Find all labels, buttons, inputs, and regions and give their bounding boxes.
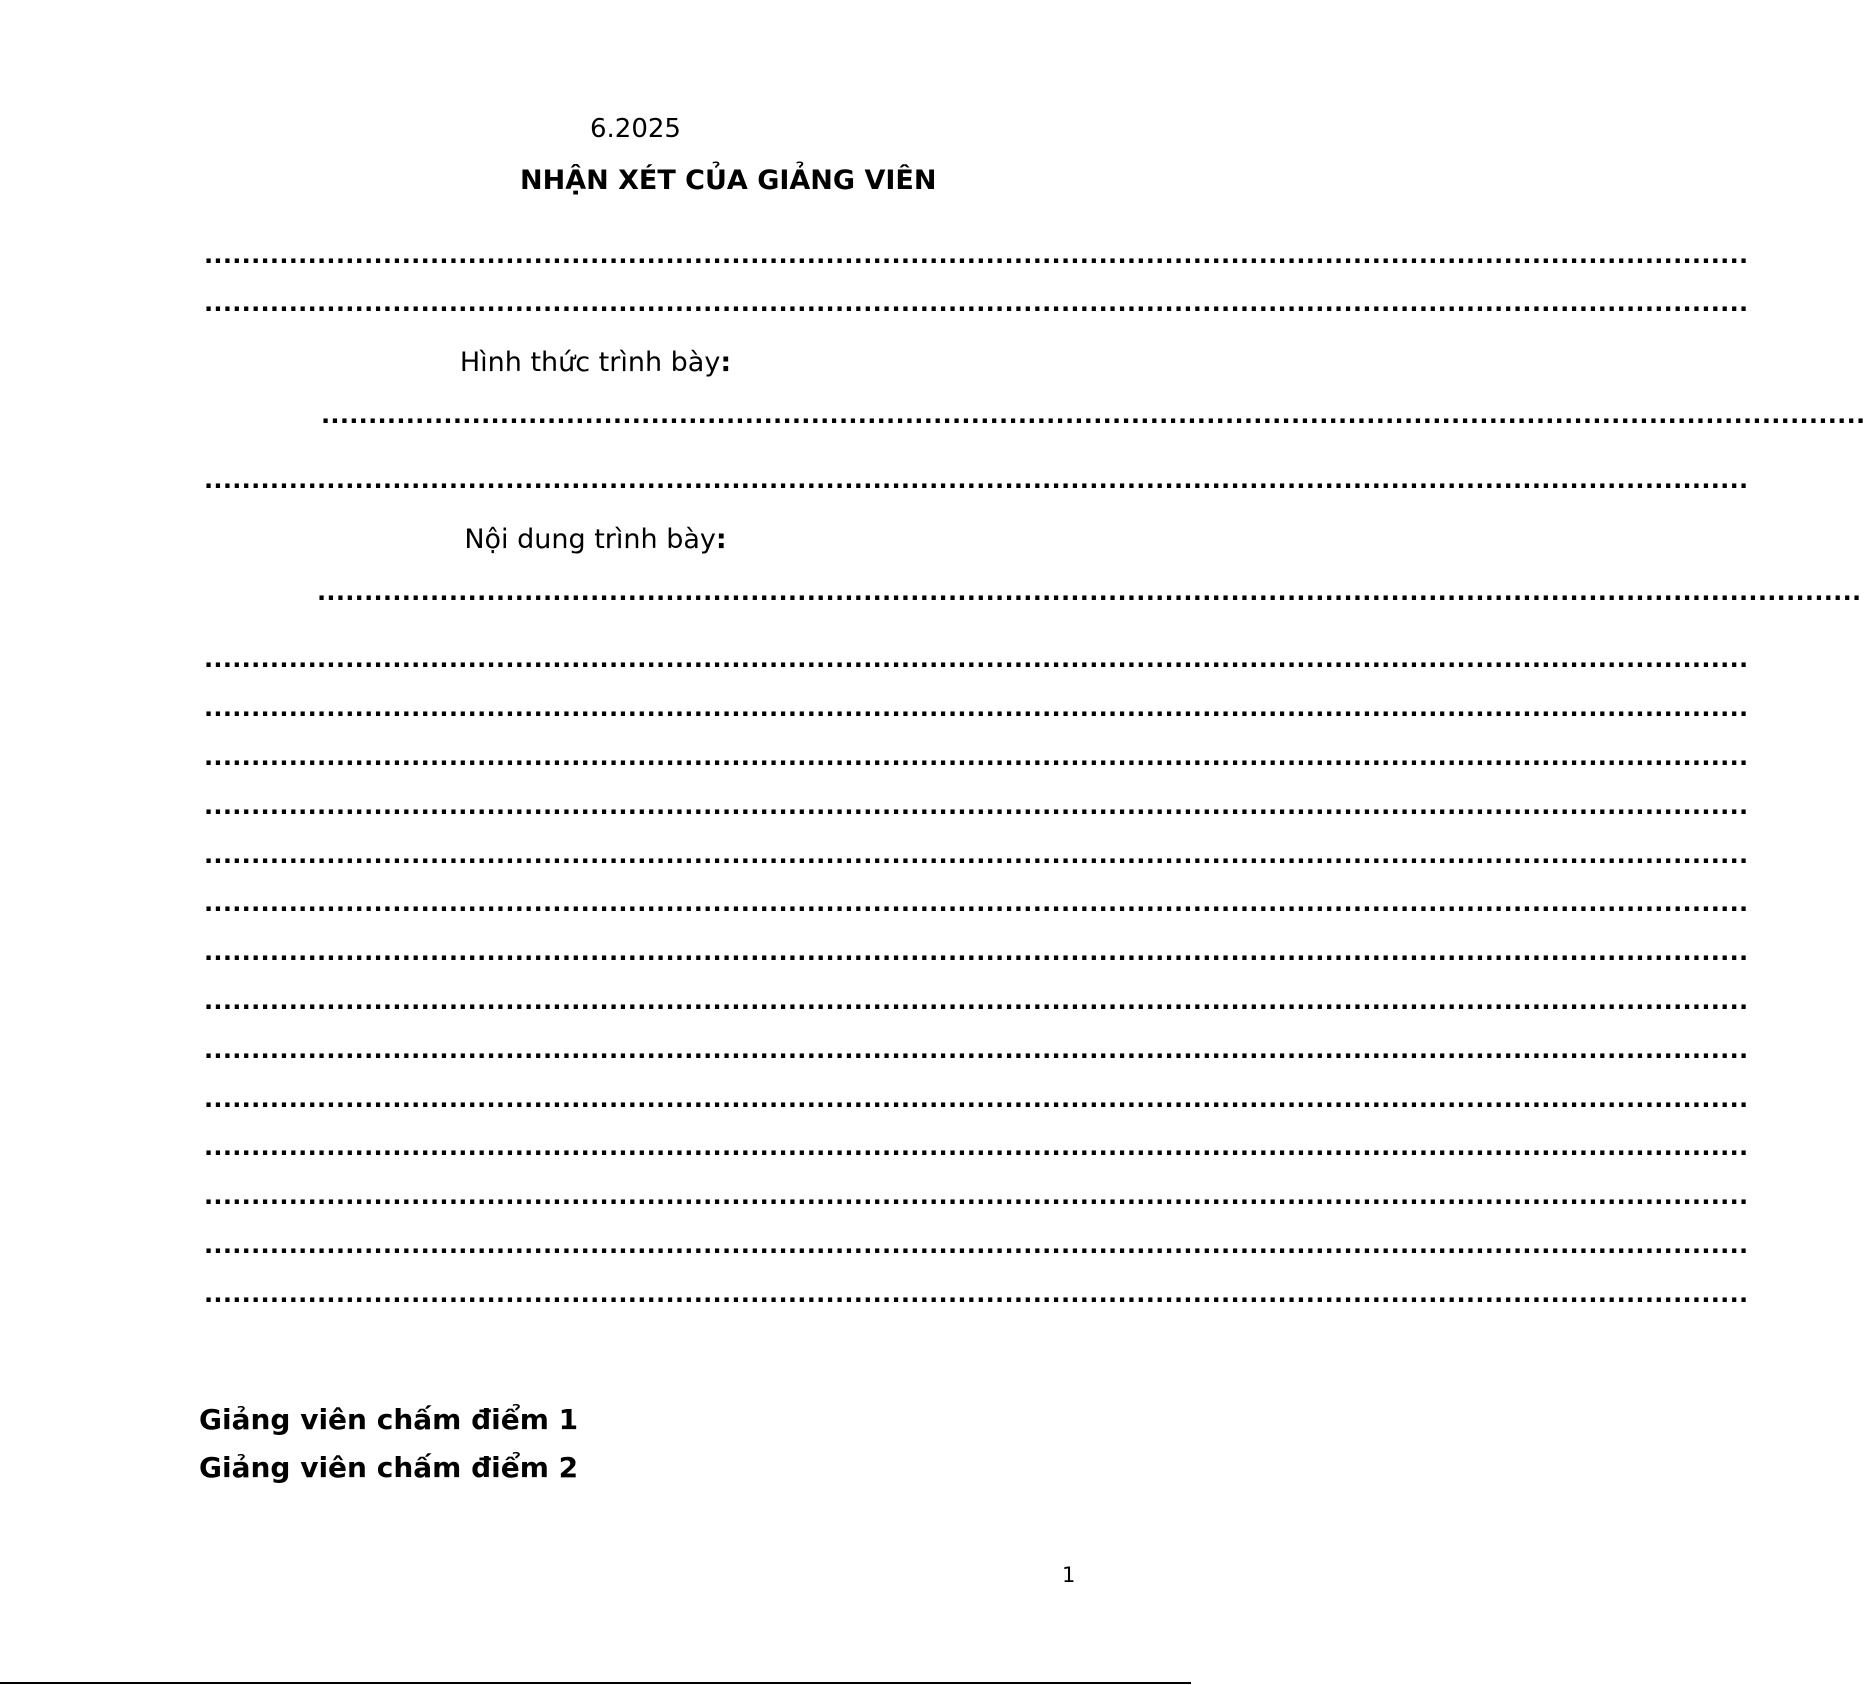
section-label: Hình thức trình bày <box>459 347 721 378</box>
comment-line: .................................................................................................................................................................... <box>204 241 1749 269</box>
comment-line: .................................................................................................................................................................... <box>204 466 1749 494</box>
comment-line: .................................................................................................................................................................... <box>204 792 1749 820</box>
comment-line: .................................................................................................................................................................... <box>204 938 1749 966</box>
comment-line: .................................................................................................................................................................... <box>317 578 1862 606</box>
page-bottom-border <box>0 1682 1191 1684</box>
grader-1-label: Giảng viên chấm điểm 1 <box>199 1403 579 1436</box>
comment-line: .................................................................................................................................................................... <box>204 1133 1749 1161</box>
comment-line: .................................................................................................................................................................... <box>204 743 1749 771</box>
section-heading-presentation-content <box>0 526 1191 553</box>
comment-line: .................................................................................................................................................................... <box>204 889 1749 917</box>
page-title: NHẬN XÉT CỦA GIẢNG VIÊN <box>520 165 937 196</box>
section-heading-presentation-form <box>0 349 1191 376</box>
grader-2-label: Giảng viên chấm điểm 2 <box>199 1451 579 1484</box>
page-number: 1 <box>1062 1563 1076 1587</box>
date-text: 6.2025 <box>590 114 681 144</box>
comment-line: .................................................................................................................................................................... <box>321 401 1865 429</box>
section-colon: : <box>715 524 727 555</box>
comment-line: .................................................................................................................................................................... <box>204 1182 1749 1210</box>
comment-line: .................................................................................................................................................................... <box>204 1085 1749 1113</box>
section-colon: : <box>720 347 732 378</box>
comment-line: .................................................................................................................................................................... <box>204 645 1749 673</box>
comment-line: .................................................................................................................................................................... <box>204 1280 1749 1308</box>
comment-line: .................................................................................................................................................................... <box>204 1036 1749 1064</box>
comment-line: .................................................................................................................................................................... <box>204 1231 1749 1259</box>
section-label: Nội dung trình bày <box>464 524 716 555</box>
comment-line: .................................................................................................................................................................... <box>204 841 1749 869</box>
comment-line: .................................................................................................................................................................... <box>204 987 1749 1015</box>
comment-line: .................................................................................................................................................................... <box>204 694 1749 722</box>
comment-line: .................................................................................................................................................................... <box>204 289 1749 317</box>
